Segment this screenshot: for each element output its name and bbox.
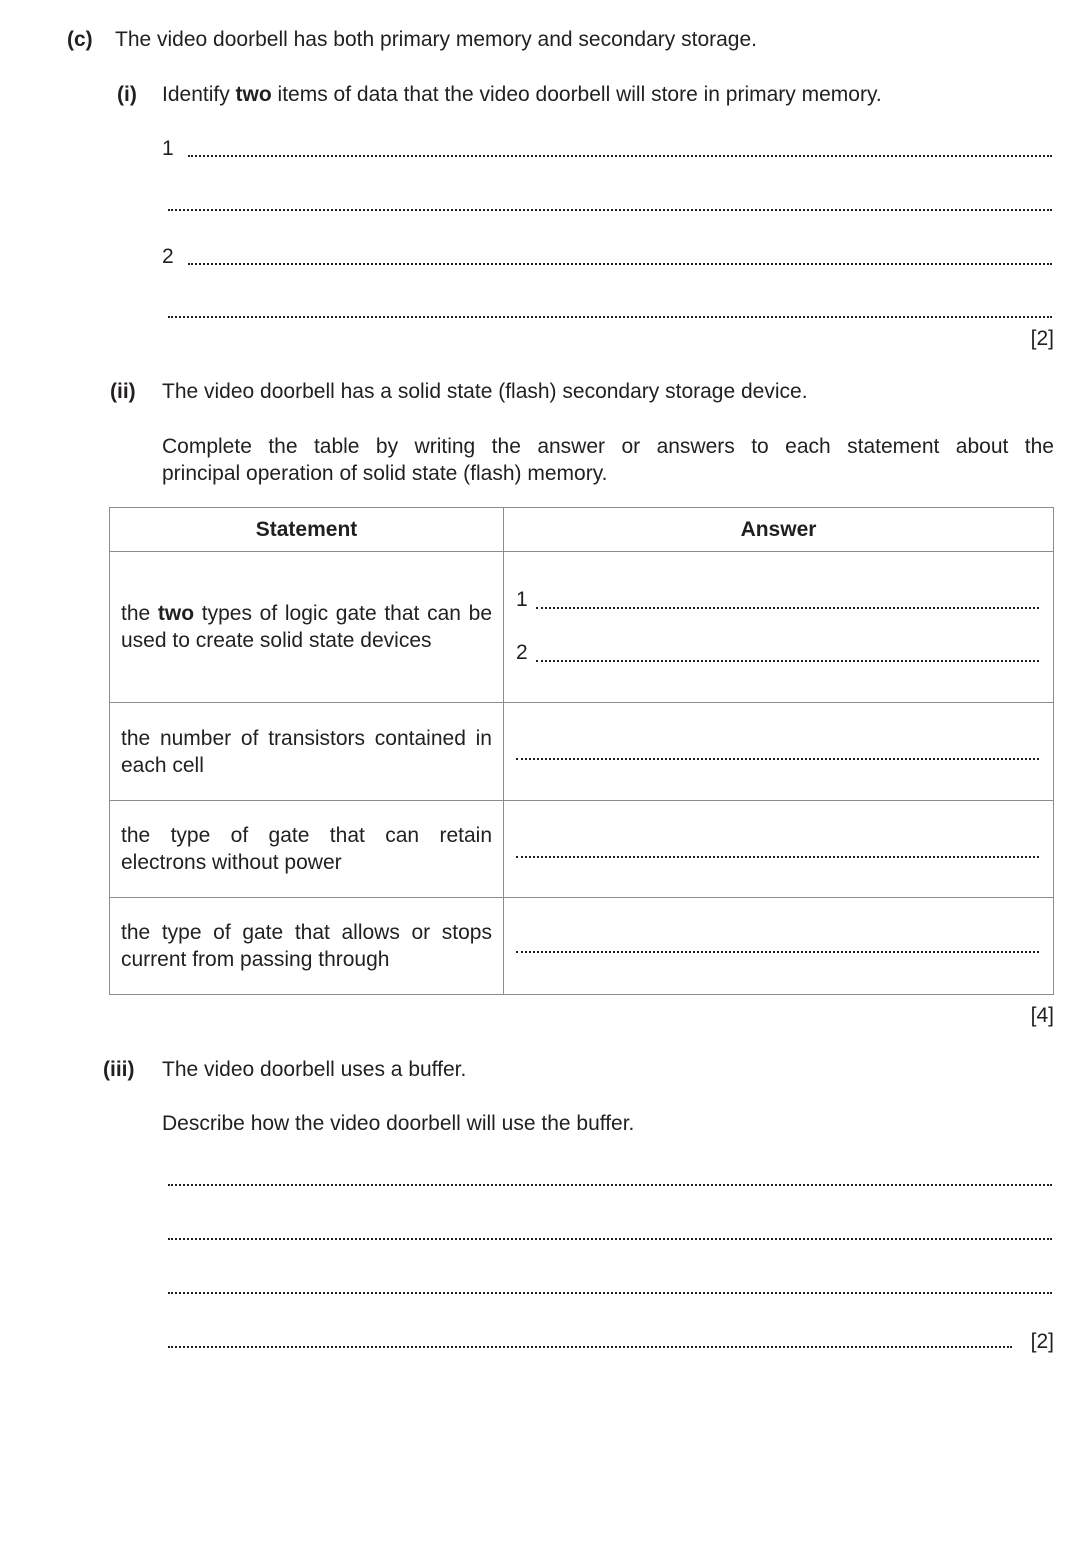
answer-line-i-1b[interactable] xyxy=(168,209,1052,211)
table-row xyxy=(110,552,1054,703)
statement-current-gate: the type of gate that allows or stops current from passing through xyxy=(110,898,504,995)
answer-number-2: 2 xyxy=(162,245,174,268)
table-row xyxy=(110,703,1054,801)
answer-line-gate-2[interactable] xyxy=(536,660,1039,662)
answer-cell-current-gate xyxy=(504,898,1054,995)
table-row xyxy=(110,801,1054,898)
answer-line-i-2a[interactable] xyxy=(188,263,1052,265)
part-c-label: (c) xyxy=(67,28,93,51)
answer-number-2: 2 xyxy=(516,641,528,664)
answer-cell-retain-electrons xyxy=(504,801,1054,898)
table-row xyxy=(110,898,1054,995)
part-iii-instruction: Describe how the video doorbell will use the buffer. xyxy=(162,1112,635,1135)
answer-line-retain-electrons[interactable] xyxy=(516,856,1039,858)
answer-line-i-2b[interactable] xyxy=(168,316,1052,318)
part-ii-text: The video doorbell has a solid state (flash) secondary storage device. xyxy=(162,380,808,403)
answer-line-transistors[interactable] xyxy=(516,758,1039,760)
header-answer: Answer xyxy=(504,508,1054,552)
part-iii-text: The video doorbell uses a buffer. xyxy=(162,1058,467,1081)
answer-number-1: 1 xyxy=(516,588,528,611)
table-header-row xyxy=(110,508,1054,552)
answer-line-gate-1[interactable] xyxy=(536,607,1039,609)
part-i-question: Identify two items of data that the video doorbell will store in primary memory. xyxy=(162,83,882,106)
marks-i: [2] xyxy=(1030,327,1054,350)
part-ii-instruction-line2: principal operation of solid state (flash) memory. xyxy=(162,462,608,485)
flash-memory-table xyxy=(109,507,1054,995)
answer-cell-transistors xyxy=(504,703,1054,801)
part-i-label: (i) xyxy=(117,83,137,106)
answer-line-current-gate[interactable] xyxy=(516,951,1039,953)
answer-line-i-1a[interactable] xyxy=(188,155,1052,157)
answer-line-iii-3[interactable] xyxy=(168,1292,1052,1294)
part-ii-instruction-line1: Complete the table by writing the answer or answers to each statement about the xyxy=(162,435,1054,458)
answer-line-iii-1[interactable] xyxy=(168,1184,1052,1186)
part-ii-label: (ii) xyxy=(110,380,136,403)
answer-number-1: 1 xyxy=(162,137,174,160)
part-iii-label: (iii) xyxy=(103,1058,135,1081)
part-c-text: The video doorbell has both primary memory and secondary storage. xyxy=(115,28,757,51)
answer-cell-logic-gates xyxy=(504,552,1054,703)
marks-iii: [2] xyxy=(1030,1330,1054,1353)
statement-transistors: the number of transistors contained in each cell xyxy=(110,703,504,801)
statement-logic-gates: the two types of logic gate that can be used to create solid state devices xyxy=(110,552,504,703)
header-statement: Statement xyxy=(110,508,504,552)
answer-line-iii-2[interactable] xyxy=(168,1238,1052,1240)
answer-line-iii-4[interactable] xyxy=(168,1346,1012,1348)
marks-ii: [4] xyxy=(1030,1004,1054,1027)
statement-retain-electrons: the type of gate that can retain electrons without power xyxy=(110,801,504,898)
